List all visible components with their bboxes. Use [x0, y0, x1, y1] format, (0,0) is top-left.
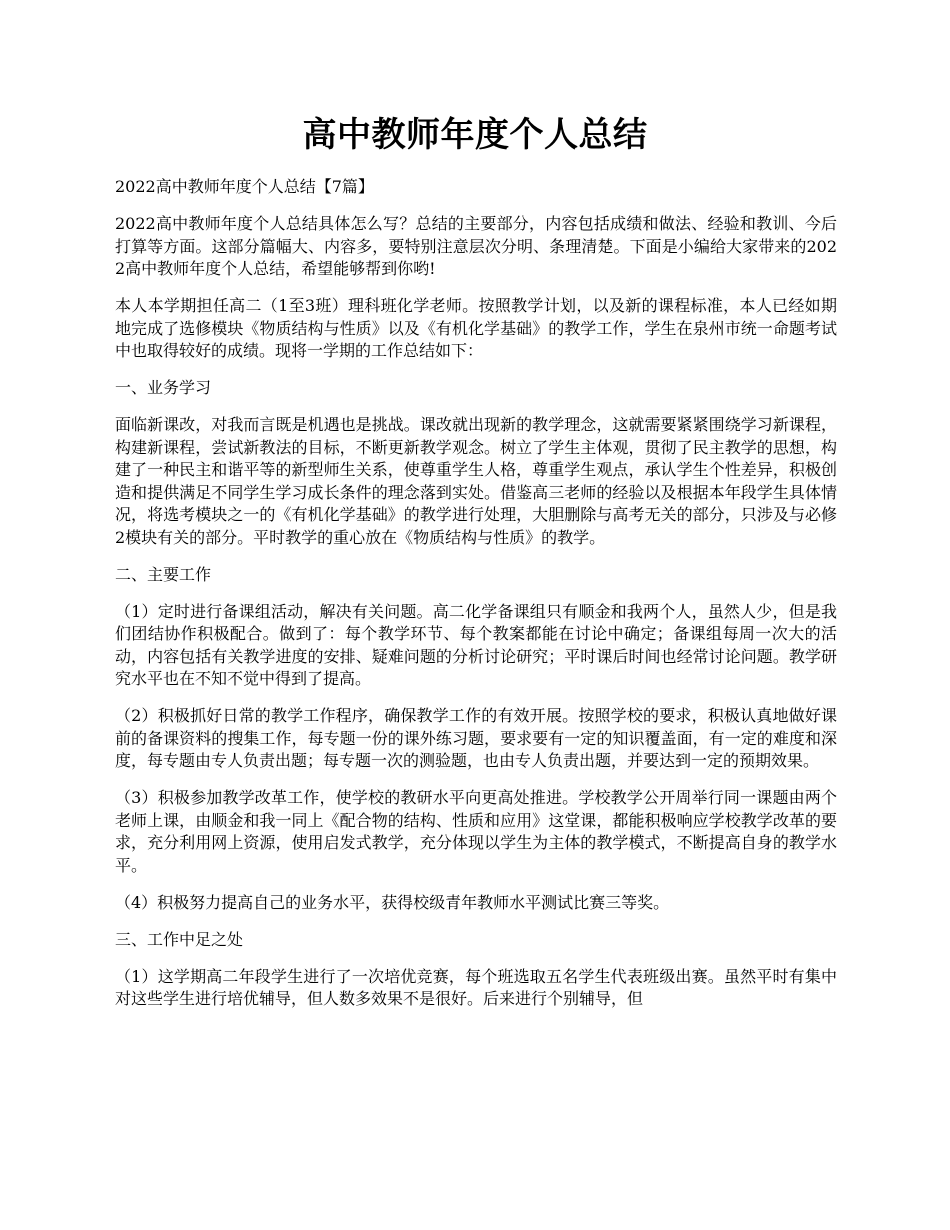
section-heading-business-study: 一、业务学习: [115, 378, 212, 397]
section-body-business-study: 面临新课改，对我而言既是机遇也是挑战。课改就出现新的教学理念，这就需要紧紧围绕学习新课程，构建新课程，尝试新教法的目标，不断更新教学观念。树立了学生主体观，贯彻了民主教学的思想，构建了一种民主和谐平等的新型师生关系，使尊重学生人格，尊重学生观点，承认学生个性差异，积极创造和提供满足不同学生学习成长条件的理念落到实处。借鉴高三老师的经验以及根据本年段学生具体情况，将选考模块之一的《有机化学基础》的教学进行处理，大胆删除与高考无关的部分，只涉及与必修2模块有关的部分。平时教学的重心放在《物质结构与性质》的教学。: [115, 415, 837, 547]
shortcomings-item-1: （1）这学期高二年段学生进行了一次培优竞赛，每个班选取五名学生代表班级出赛。虽然平时有集中对这些学生进行培优辅导，但人数多效果不是很好。后来进行个别辅导，但: [115, 966, 837, 1008]
intro-paragraph: 2022高中教师年度个人总结具体怎么写？总结的主要部分，内容包括成绩和做法、经验和教训、今后打算等方面。这部分篇幅大、内容多，要特别注意层次分明、条理清楚。下面是小编给大家带来的2022高中教师年度个人总结，希望能够帮到你哟!: [115, 214, 837, 278]
document-title: 高中教师年度个人总结: [302, 115, 648, 155]
main-work-item-1: （1）定时进行备课组活动，解决有关问题。高二化学备课组只有顺金和我两个人，虽然人少，但是我们团结协作积极配合。做到了：每个教学环节、每个教案都能在讨论中确定；备课组每周一次大的活动，内容包括有关教学进度的安排、疑难问题的分析讨论研究；平时课后时间也经常讨论问题。教学研究水平也在不知不觉中得到了提高。: [115, 601, 837, 688]
main-work-item-2: （2）积极抓好日常的教学工作程序，确保教学工作的有效开展。按照学校的要求，积极认真地做好课前的备课资料的搜集工作，每专题一份的课外练习题，要求要有一定的知识覆盖面，有一定的难度和深度，每专题由专人负责出题；每专题一次的测验题，也由专人负责出题，并要达到一定的预期效果。: [115, 706, 837, 770]
main-work-item-4: （4）积极努力提高自己的业务水平，获得校级青年教师水平测试比赛三等奖。: [115, 892, 670, 912]
subtitle: 2022高中教师年度个人总结【7篇】: [115, 177, 374, 196]
opening-paragraph: 本人本学期担任高二（1至3班）理科班化学老师。按照教学计划，以及新的课程标准，本人已经如期地完成了选修模块《物质结构与性质》以及《有机化学基础》的教学工作，学生在泉州市统一命题考试中也取得较好的成绩。现将一学期的工作总结如下：: [115, 296, 837, 360]
section-heading-main-work: 二、主要工作: [115, 564, 212, 584]
section-heading-shortcomings: 三、工作中足之处: [115, 929, 244, 949]
document-body: [115, 176, 837, 1025]
main-work-item-3: （3）积极参加教学改革工作，使学校的教研水平向更高处推进。学校教学公开周举行同一课题由两个老师上课，由顺金和我一同上《配合物的结构、性质和应用》这堂课，都能积极响应学校教学改革的要求，充分利用网上资源，使用启发式教学，充分体现以学生为主体的教学模式，不断提高自身的教学水平。: [115, 788, 837, 875]
